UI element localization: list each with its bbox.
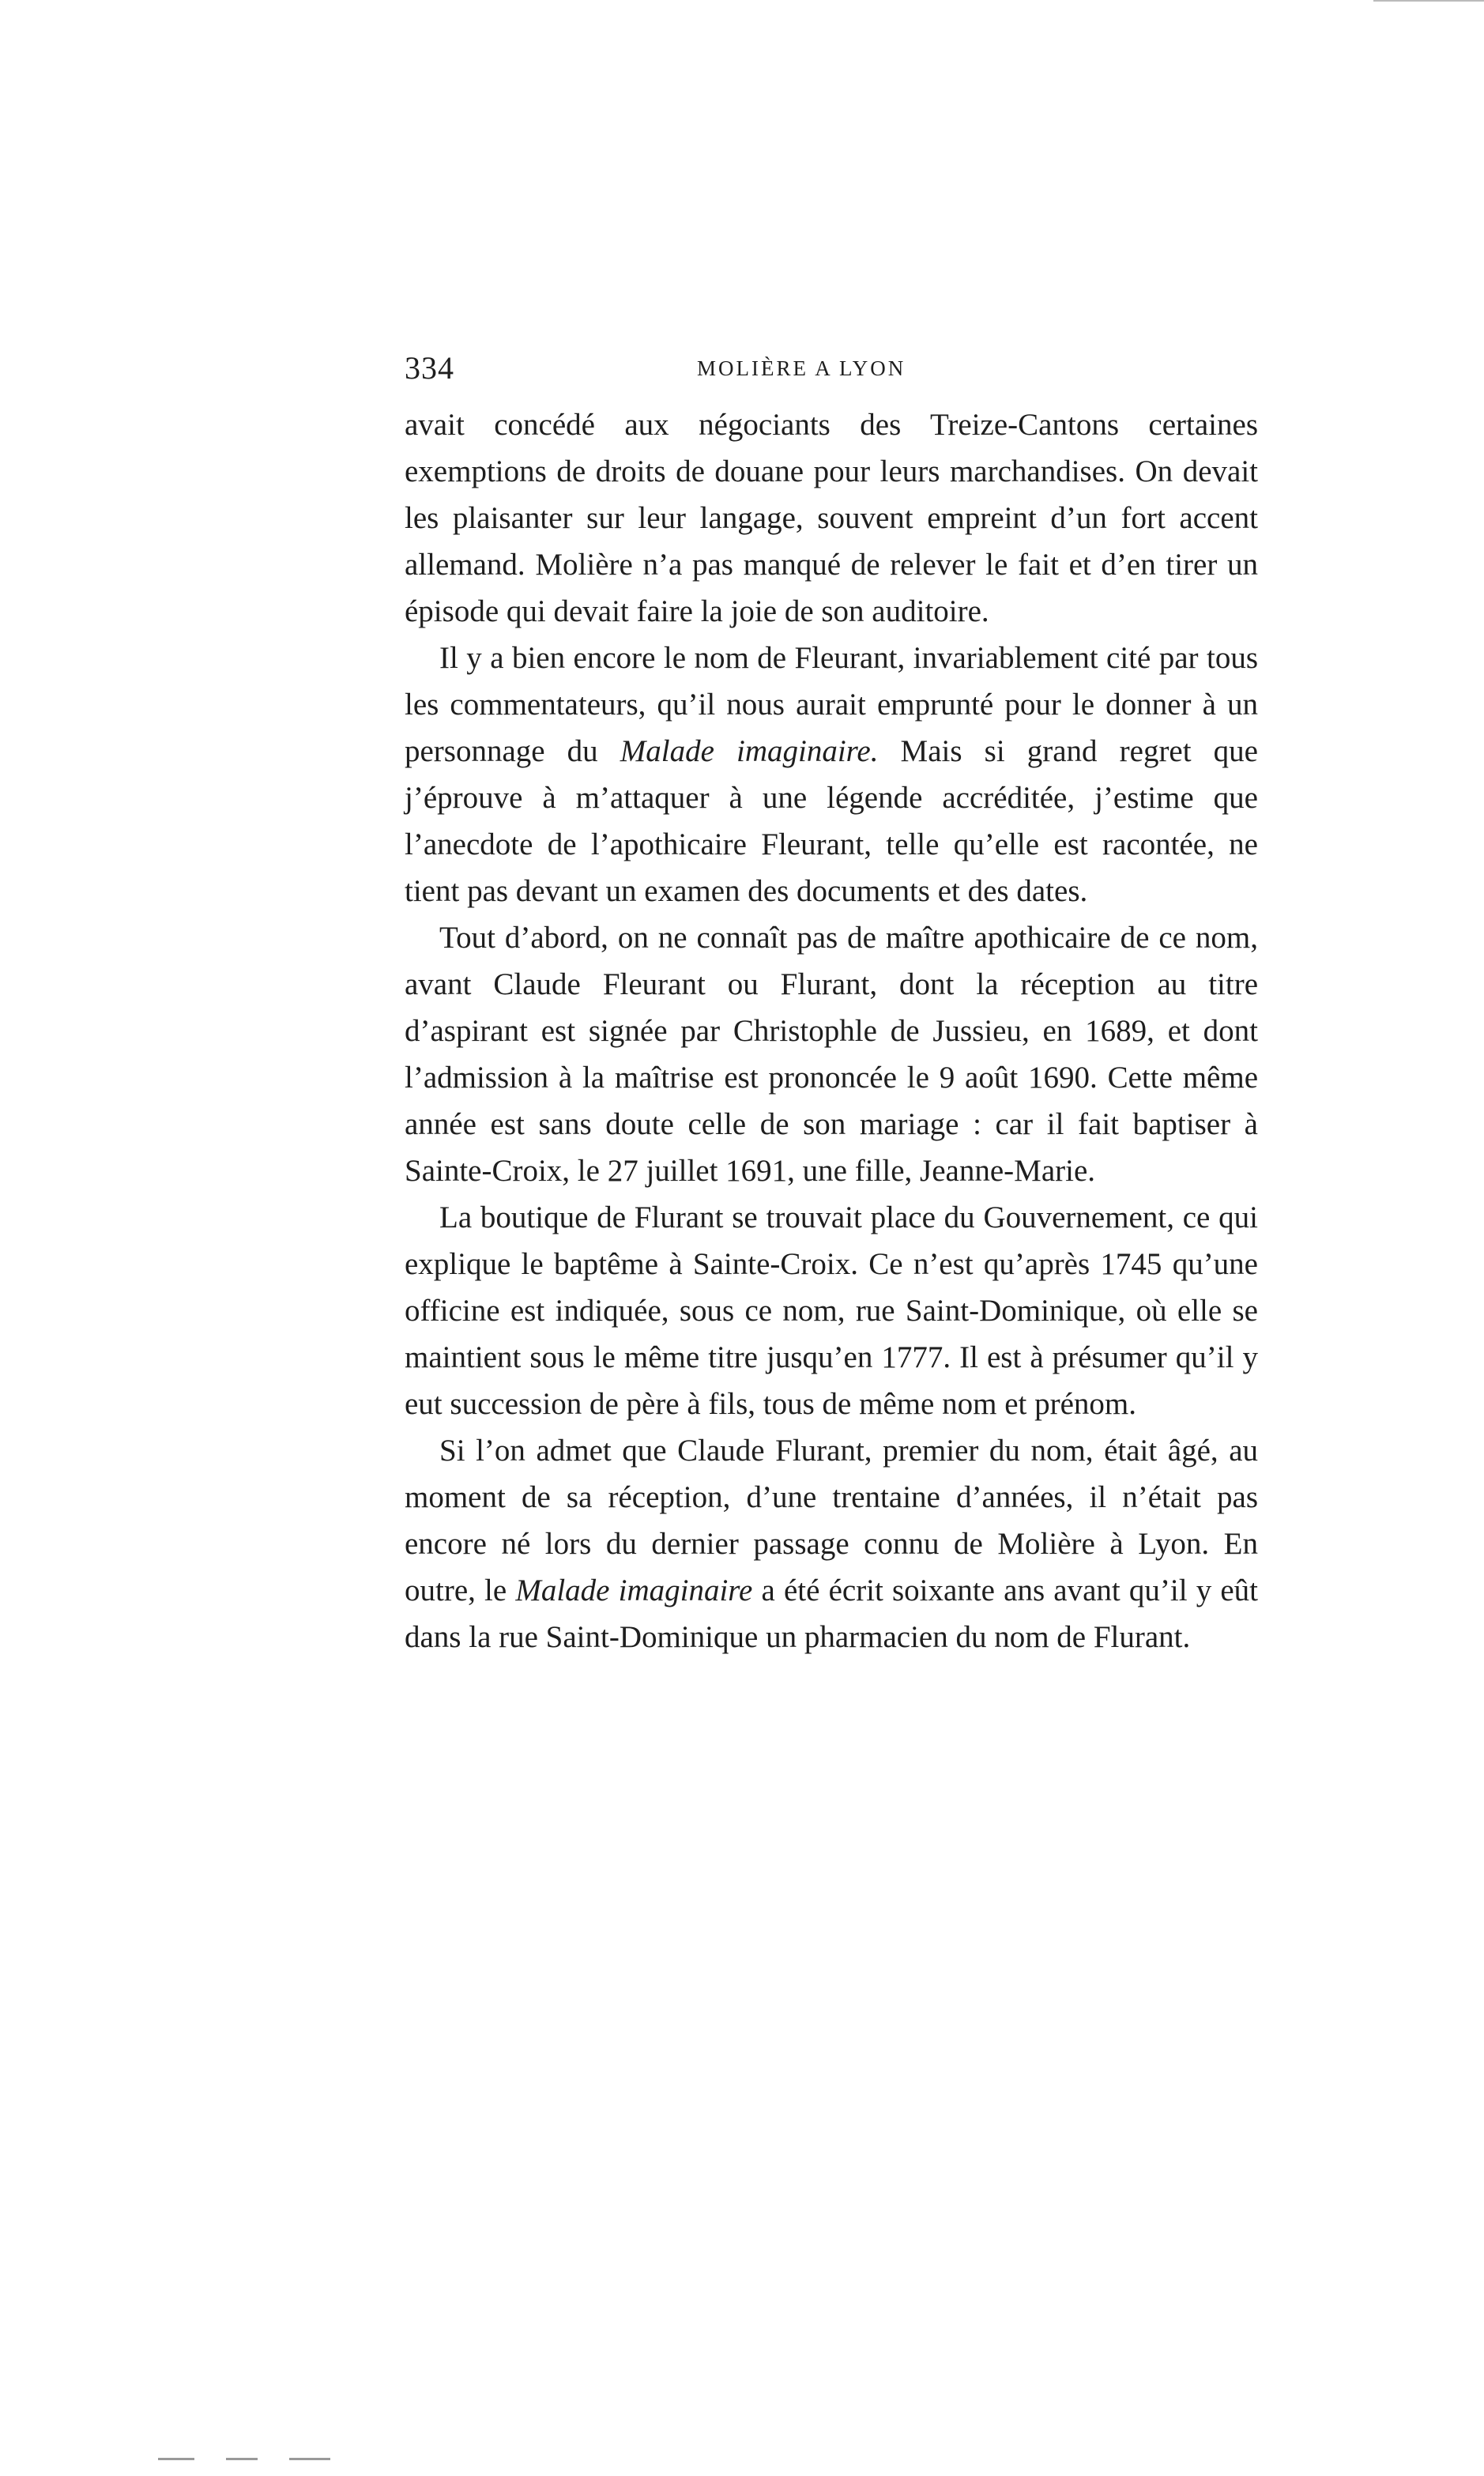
- page-header: [405, 345, 1258, 392]
- paragraph-2: [405, 635, 1258, 914]
- paragraph-5-text-before: Si l’on admet que Claude Flurant, premier du nom, était âgé, au moment de sa réception, d’une trentaine d’années, il n’était pas encore né lors du dernier passage connu de Molière à Lyon. En outre, le: [405, 1434, 1258, 1607]
- body-text: [405, 401, 1258, 1660]
- scan-bottom-marks: [158, 2458, 362, 2461]
- paragraph-1: [405, 401, 1258, 635]
- scan-mark: [158, 2458, 194, 2460]
- page-number: 334: [405, 350, 454, 386]
- scan-mark: [226, 2458, 258, 2460]
- paragraph-4: [405, 1194, 1258, 1427]
- paragraph-1-text: avait concédé aux négociants des Treize-Cantons certaines exemptions de droits de douane pour leurs marchandises. On devait les plaisanter sur leur langage, souvent empreint d’un fort accent allemand. Molière n’a pas manqué de relever le fait et d’en tirer un épisode qui devait faire la joie de son auditoire.: [405, 408, 1258, 628]
- paragraph-3-text: Tout d’abord, on ne connaît pas de maître apothicaire de ce nom, avant Claude Fleurant ou Flurant, dont la réception au titre d’aspirant est signée par Christophle de Jussieu, en 1689, et dont l’admission à la maîtrise est prononcée le 9 août 1690. Cette même année est sans doute celle de son mariage : car il fait baptiser à Sainte-Croix, le 27 juillet 1691, une fille, Jeanne-Marie.: [405, 921, 1258, 1188]
- paragraph-5-italic-title: Malade imaginaire: [515, 1573, 753, 1607]
- paragraph-2-text-before: Il y a bien encore le nom de Fleurant, invariablement cité par tous les commentateurs, qu’il nous aurait emprunté pour le donner à un personnage du: [405, 641, 1258, 768]
- paragraph-2-italic-title: Malade imaginaire.: [620, 734, 879, 768]
- paragraph-2-text-after: Mais si grand regret que j’éprouve à m’attaquer à une légende accréditée, j’estime que l’anecdote de l’apothicaire Fleurant, telle qu’elle est racontée, ne tient pas devant un examen des documents et des dates.: [405, 734, 1258, 908]
- paragraph-5: [405, 1427, 1258, 1660]
- running-title: MOLIÈRE A LYON: [697, 356, 906, 380]
- paragraph-4-text: La boutique de Flurant se trouvait place du Gouvernement, ce qui explique le baptême à Sainte-Croix. Ce n’est qu’après 1745 qu’une officine est indiquée, sous ce nom, rue Saint-Dominique, où elle se maintient sous le même titre jusqu’en 1777. Il est à présumer qu’il y eut succession de père à fils, tous de même nom et prénom.: [405, 1200, 1258, 1421]
- scan-edge-rule: [1373, 0, 1484, 2]
- scan-mark: [289, 2458, 330, 2460]
- paragraph-3: [405, 914, 1258, 1194]
- paragraph-5-text-after: a été écrit soixante ans avant qu’il y eût dans la rue Saint-Dominique un pharmacien du nom de Flurant.: [405, 1573, 1258, 1654]
